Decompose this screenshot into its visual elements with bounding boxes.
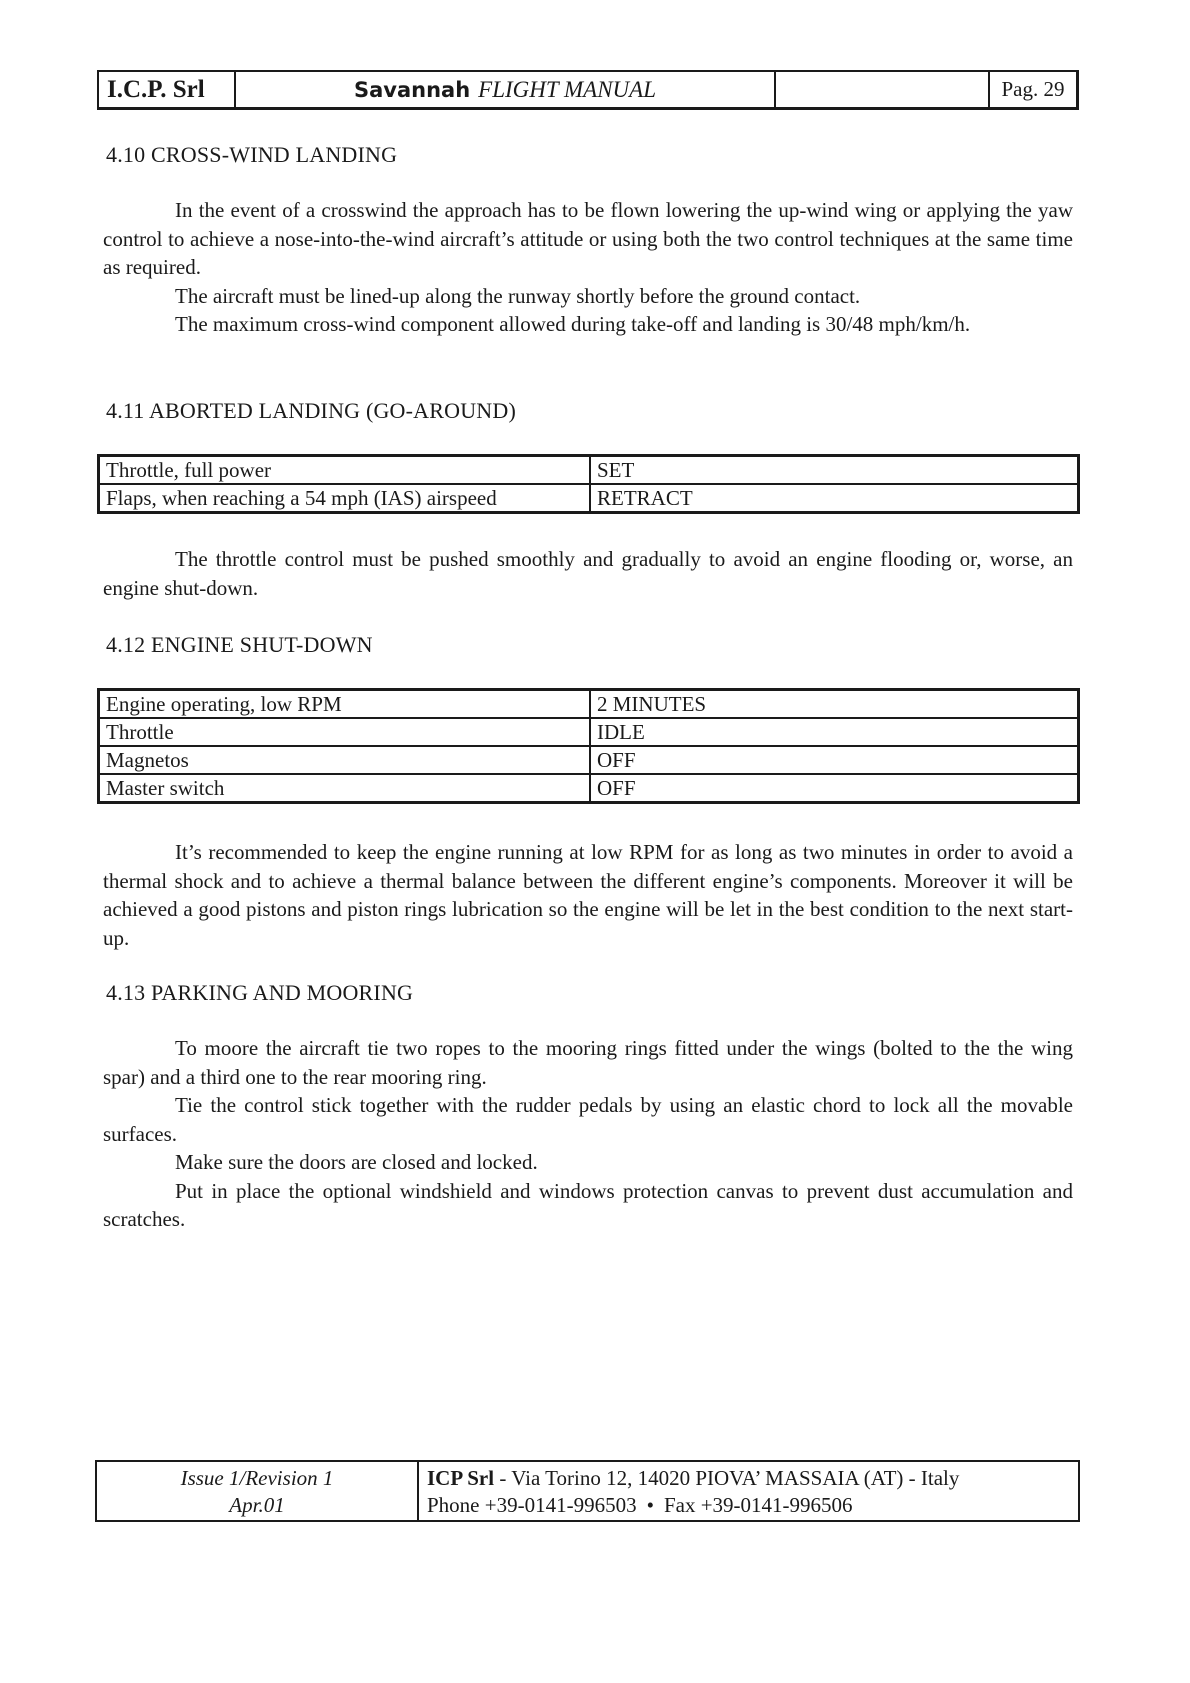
- checklist-item: Magnetos: [99, 746, 591, 774]
- checklist-item: Engine operating, low RPM: [99, 690, 591, 719]
- checklist-item: Throttle, full power: [99, 456, 591, 485]
- footer-revision: [97, 1462, 419, 1520]
- checklist-item: Flaps, when reaching a 54 mph (IAS) airspeed: [99, 484, 591, 513]
- table-row: [99, 774, 1079, 803]
- footer-address-line: [427, 1465, 1078, 1492]
- footer-issue: Issue 1/Revision 1: [180, 1466, 334, 1490]
- checklist-action: IDLE: [590, 718, 1079, 746]
- table-row: [99, 456, 1079, 485]
- checklist-action: SET: [590, 456, 1079, 485]
- checklist-item: Master switch: [99, 774, 591, 803]
- header-title: [236, 72, 776, 107]
- footer-phone-line: [427, 1492, 1078, 1519]
- paragraph: In the event of a crosswind the approach has to be flown lowering the up-wind wing or applying the yaw control to achieve a nose-into-the-wind aircraft’s attitude or using both the two control techniques at the same time as required.: [103, 198, 1073, 279]
- paragraph: Make sure the doors are closed and locked.: [175, 1150, 538, 1174]
- section-title-4-10: 4.10 CROSS-WIND LANDING: [106, 142, 398, 167]
- paragraph: To moore the aircraft tie two ropes to the mooring rings fitted under the wings (bolted to the the wing spar) and a third one to the rear mooring ring.: [103, 1036, 1073, 1089]
- header-company: I.C.P. Srl: [99, 72, 236, 107]
- paragraph: Tie the control stick together with the rudder pedals by using an elastic chord to lock all the movable surfaces.: [103, 1093, 1073, 1146]
- section-title-4-12: 4.12 ENGINE SHUT-DOWN: [106, 632, 373, 657]
- paragraph: The throttle control must be pushed smoothly and gradually to avoid an engine flooding or, worse, an engine shut-down.: [103, 547, 1073, 600]
- table-row: [99, 484, 1079, 513]
- section-4-12-body: [103, 838, 1073, 952]
- page-footer: [95, 1460, 1080, 1522]
- table-row: [99, 746, 1079, 774]
- table-row: [99, 690, 1079, 719]
- section-4-10-body: [103, 196, 1073, 339]
- shutdown-checklist: [97, 688, 1080, 804]
- checklist-action: OFF: [590, 774, 1079, 803]
- bullet-icon: •: [646, 1493, 654, 1517]
- footer-address: - Via Torino 12, 14020 PIOVA’ MASSAIA (AT) - Italy: [494, 1466, 960, 1490]
- paragraph: The maximum cross-wind component allowed during take-off and landing is 30/48 mph/km/h.: [175, 312, 971, 336]
- table-row: [99, 718, 1079, 746]
- go-around-checklist: [97, 454, 1080, 514]
- checklist-action: 2 MINUTES: [590, 690, 1079, 719]
- checklist-action: OFF: [590, 746, 1079, 774]
- footer-phone: Phone +39-0141-996503: [427, 1493, 637, 1517]
- header-brand: Savannah: [353, 77, 471, 102]
- footer-company: ICP Srl: [427, 1466, 495, 1490]
- paragraph: The aircraft must be lined-up along the runway shortly before the ground contact.: [175, 283, 861, 308]
- checklist-item: Throttle: [99, 718, 591, 746]
- checklist-action: RETRACT: [590, 484, 1079, 513]
- section-4-13-body: [103, 1034, 1073, 1234]
- header-manual: FLIGHT MANUAL: [478, 76, 657, 102]
- section-title-4-11: 4.11 ABORTED LANDING (GO-AROUND): [106, 398, 517, 423]
- footer-fax: Fax +39-0141-996506: [663, 1493, 853, 1517]
- section-4-11-body: [103, 545, 1073, 602]
- footer-date: Apr.01: [229, 1493, 285, 1517]
- footer-contact: [419, 1462, 1078, 1520]
- section-title-4-13: 4.13 PARKING AND MOORING: [106, 980, 414, 1005]
- page-header: [97, 70, 1079, 110]
- paragraph: It’s recommended to keep the engine running at low RPM for as long as two minutes in order to avoid a thermal shock and to achieve a thermal balance between the different engine’s components. Moreover it will be achieved a good pistons and piston rings lubrication so the engine will be let in the best condition to the next start-up.: [103, 840, 1073, 950]
- header-blank-cell: [776, 72, 990, 107]
- paragraph: Put in place the optional windshield and windows protection canvas to prevent dust accumulation and scratches.: [103, 1178, 1073, 1231]
- header-page-number: Pag. 29: [1001, 77, 1065, 101]
